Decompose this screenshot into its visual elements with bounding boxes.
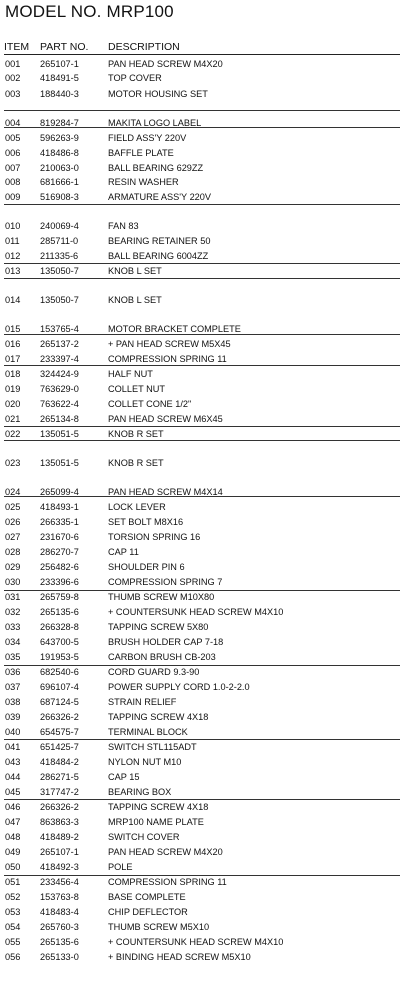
part-description: SWITCH COVER bbox=[108, 832, 180, 842]
table-row bbox=[0, 219, 400, 233]
item-number: 038 bbox=[5, 697, 21, 707]
part-number: 265133-0 bbox=[40, 952, 79, 962]
item-number: 041 bbox=[5, 742, 21, 752]
part-description: SWITCH STL115ADT bbox=[108, 742, 197, 752]
table-row bbox=[0, 57, 400, 71]
part-description: POLE bbox=[108, 862, 133, 872]
table-row bbox=[0, 875, 400, 889]
item-number: 031 bbox=[5, 592, 21, 602]
part-description: KNOB L SET bbox=[108, 295, 162, 305]
item-number: 006 bbox=[5, 148, 21, 158]
table-row bbox=[0, 146, 400, 160]
part-number: 231670-6 bbox=[40, 532, 79, 542]
part-description: TORSION SPRING 16 bbox=[108, 532, 201, 542]
table-row bbox=[0, 131, 400, 145]
item-number: 025 bbox=[5, 502, 21, 512]
part-description: FIELD ASS'Y 220V bbox=[108, 133, 187, 143]
table-row bbox=[0, 515, 400, 529]
table-row bbox=[0, 234, 400, 248]
table-row bbox=[0, 920, 400, 934]
table-row bbox=[0, 890, 400, 904]
part-description: TAPPING SCREW 4X18 bbox=[108, 802, 209, 812]
part-number: 266326-2 bbox=[40, 712, 79, 722]
item-number: 045 bbox=[5, 787, 21, 797]
part-number: 265135-6 bbox=[40, 937, 79, 947]
part-number: 265760-3 bbox=[40, 922, 79, 932]
part-number: 418493-1 bbox=[40, 502, 79, 512]
group-divider bbox=[4, 426, 400, 427]
part-number: 285711-0 bbox=[40, 236, 79, 246]
item-number: 051 bbox=[5, 877, 21, 887]
part-number: 135050-7 bbox=[40, 266, 79, 276]
item-number: 036 bbox=[5, 667, 21, 677]
table-row bbox=[0, 650, 400, 664]
part-description: THUMB SCREW M10X80 bbox=[108, 592, 215, 602]
item-number: 015 bbox=[5, 324, 21, 334]
part-number: 265134-8 bbox=[40, 414, 79, 424]
item-number: 040 bbox=[5, 727, 21, 737]
table-row bbox=[0, 367, 400, 381]
table-row bbox=[0, 249, 400, 263]
item-number: 055 bbox=[5, 937, 21, 947]
item-number: 047 bbox=[5, 817, 21, 827]
group-divider bbox=[4, 127, 400, 128]
part-description: KNOB L SET bbox=[108, 266, 162, 276]
item-number: 050 bbox=[5, 862, 21, 872]
table-row bbox=[0, 695, 400, 709]
model-title: MODEL NO. MRP100 bbox=[5, 2, 174, 21]
table-row bbox=[0, 605, 400, 619]
table-row bbox=[0, 530, 400, 544]
table-row bbox=[0, 830, 400, 844]
part-number: 418483-4 bbox=[40, 907, 79, 917]
table-row bbox=[0, 175, 400, 189]
table-row bbox=[0, 680, 400, 694]
item-number: 014 bbox=[5, 295, 21, 305]
item-number: 054 bbox=[5, 922, 21, 932]
part-description: MOTOR BRACKET COMPLETE bbox=[108, 324, 241, 334]
part-number: 233456-4 bbox=[40, 877, 79, 887]
part-number: 651425-7 bbox=[40, 742, 79, 752]
item-number: 044 bbox=[5, 772, 21, 782]
item-number: 030 bbox=[5, 577, 21, 587]
group-divider bbox=[4, 204, 400, 205]
table-row bbox=[0, 770, 400, 784]
part-description: PAN HEAD SCREW M6X45 bbox=[108, 414, 223, 424]
item-number: 007 bbox=[5, 163, 21, 173]
item-number: 017 bbox=[5, 354, 21, 364]
item-number: 019 bbox=[5, 384, 21, 394]
group-divider bbox=[4, 365, 400, 366]
part-number: 240069-4 bbox=[40, 221, 79, 231]
part-number: 819284-7 bbox=[40, 118, 79, 128]
item-number: 029 bbox=[5, 562, 21, 572]
table-row bbox=[0, 87, 400, 101]
item-number: 037 bbox=[5, 682, 21, 692]
item-number: 008 bbox=[5, 177, 21, 187]
part-description: CAP 15 bbox=[108, 772, 140, 782]
group-divider bbox=[4, 665, 400, 666]
table-row bbox=[0, 190, 400, 204]
part-description: CARBON BRUSH CB-203 bbox=[108, 652, 216, 662]
group-divider bbox=[4, 799, 400, 800]
item-number: 009 bbox=[5, 192, 21, 202]
part-number: 265759-8 bbox=[40, 592, 79, 602]
part-description: PAN HEAD SCREW M4X20 bbox=[108, 847, 223, 857]
part-description: BAFFLE PLATE bbox=[108, 148, 174, 158]
part-number: 265107-1 bbox=[40, 59, 79, 69]
item-number: 012 bbox=[5, 251, 21, 261]
part-number: 233397-4 bbox=[40, 354, 79, 364]
table-row bbox=[0, 620, 400, 634]
item-number: 048 bbox=[5, 832, 21, 842]
part-number: 654575-7 bbox=[40, 727, 79, 737]
part-description: KNOB R SET bbox=[108, 429, 164, 439]
part-number: 286271-5 bbox=[40, 772, 79, 782]
item-number: 039 bbox=[5, 712, 21, 722]
part-number: 418484-2 bbox=[40, 757, 79, 767]
item-number: 018 bbox=[5, 369, 21, 379]
table-row bbox=[0, 815, 400, 829]
part-number: 682540-6 bbox=[40, 667, 79, 677]
item-number: 002 bbox=[5, 73, 21, 83]
item-number: 026 bbox=[5, 517, 21, 527]
part-description: HALF NUT bbox=[108, 369, 153, 379]
table-row bbox=[0, 560, 400, 574]
part-description: CAP 11 bbox=[108, 547, 139, 557]
item-number: 001 bbox=[5, 59, 21, 69]
part-description: STRAIN RELIEF bbox=[108, 697, 177, 707]
part-number: 763629-0 bbox=[40, 384, 79, 394]
item-number: 052 bbox=[5, 892, 21, 902]
item-number: 003 bbox=[5, 89, 21, 99]
part-number: 135051-5 bbox=[40, 458, 79, 468]
group-divider bbox=[4, 496, 400, 497]
part-description: BALL BEARING 6004ZZ bbox=[108, 251, 209, 261]
table-row bbox=[0, 725, 400, 739]
item-number: 033 bbox=[5, 622, 21, 632]
part-number: 418489-2 bbox=[40, 832, 79, 842]
table-row bbox=[0, 412, 400, 426]
item-number: 023 bbox=[5, 458, 21, 468]
table-row bbox=[0, 590, 400, 604]
table-row bbox=[0, 456, 400, 470]
part-description: + COUNTERSUNK HEAD SCREW M4X10 bbox=[108, 607, 284, 617]
part-description: FAN 83 bbox=[108, 221, 139, 231]
part-number: 266335-1 bbox=[40, 517, 79, 527]
item-number: 004 bbox=[5, 118, 21, 128]
part-description: CORD GUARD 9.3-90 bbox=[108, 667, 200, 677]
part-description: + BINDING HEAD SCREW M5X10 bbox=[108, 952, 251, 962]
table-row bbox=[0, 665, 400, 679]
item-number: 027 bbox=[5, 532, 21, 542]
part-description: THUMB SCREW M5X10 bbox=[108, 922, 210, 932]
part-description: TAPPING SCREW 4X18 bbox=[108, 712, 209, 722]
table-row bbox=[0, 427, 400, 441]
part-description: BEARING RETAINER 50 bbox=[108, 236, 211, 246]
table-row bbox=[0, 755, 400, 769]
table-row bbox=[0, 382, 400, 396]
part-number: 265099-4 bbox=[40, 487, 79, 497]
part-number: 596263-9 bbox=[40, 133, 79, 143]
part-number: 188440-3 bbox=[40, 89, 79, 99]
table-row bbox=[0, 785, 400, 799]
part-number: 763622-4 bbox=[40, 399, 79, 409]
table-row bbox=[0, 635, 400, 649]
item-number: 032 bbox=[5, 607, 21, 617]
group-divider bbox=[4, 110, 400, 111]
part-number: 211335-6 bbox=[40, 251, 79, 261]
group-divider bbox=[4, 278, 400, 279]
part-description: RESIN WASHER bbox=[108, 177, 179, 187]
part-number: 696107-4 bbox=[40, 682, 79, 692]
item-number: 046 bbox=[5, 802, 21, 812]
item-number: 034 bbox=[5, 637, 21, 647]
item-number: 011 bbox=[5, 236, 20, 246]
group-divider bbox=[4, 875, 400, 876]
part-description: MRP100 NAME PLATE bbox=[108, 817, 204, 827]
part-description: PAN HEAD SCREW M4X20 bbox=[108, 59, 223, 69]
part-description: SET BOLT M8X16 bbox=[108, 517, 184, 527]
part-number: 324424-9 bbox=[40, 369, 79, 379]
header-description: DESCRIPTION bbox=[108, 41, 180, 53]
item-number: 016 bbox=[5, 339, 21, 349]
group-divider bbox=[4, 739, 400, 740]
part-number: 418492-3 bbox=[40, 862, 79, 872]
part-description: COLLET CONE 1/2" bbox=[108, 399, 192, 409]
part-number: 256482-6 bbox=[40, 562, 79, 572]
group-divider bbox=[4, 590, 400, 591]
part-number: 418486-8 bbox=[40, 148, 79, 158]
item-number: 022 bbox=[5, 429, 21, 439]
part-number: 210063-0 bbox=[40, 163, 79, 173]
part-description: POWER SUPPLY CORD 1.0-2-2.0 bbox=[108, 682, 250, 692]
part-description: CHIP DEFLECTOR bbox=[108, 907, 188, 917]
table-row bbox=[0, 860, 400, 874]
group-divider bbox=[4, 440, 400, 441]
table-row bbox=[0, 800, 400, 814]
part-number: 681666-1 bbox=[40, 177, 79, 187]
part-number: 863863-3 bbox=[40, 817, 79, 827]
part-description: COLLET NUT bbox=[108, 384, 166, 394]
part-description: NYLON NUT M10 bbox=[108, 757, 182, 767]
part-description: + COUNTERSUNK HEAD SCREW M4X10 bbox=[108, 937, 284, 947]
item-number: 049 bbox=[5, 847, 21, 857]
table-row bbox=[0, 935, 400, 949]
part-description: LOCK LEVER bbox=[108, 502, 166, 512]
part-number: 153763-8 bbox=[40, 892, 79, 902]
item-number: 043 bbox=[5, 757, 21, 767]
part-number: 135050-7 bbox=[40, 295, 79, 305]
part-description: TERMINAL BLOCK bbox=[108, 727, 188, 737]
item-number: 010 bbox=[5, 221, 21, 231]
part-number: 643700-5 bbox=[40, 637, 79, 647]
item-number: 020 bbox=[5, 399, 21, 409]
part-description: COMPRESSION SPRING 7 bbox=[108, 577, 223, 587]
part-description: KNOB R SET bbox=[108, 458, 164, 468]
part-number: 266326-2 bbox=[40, 802, 79, 812]
item-number: 056 bbox=[5, 952, 21, 962]
header-divider bbox=[4, 54, 400, 55]
part-description: TAPPING SCREW 5X80 bbox=[108, 622, 209, 632]
table-row bbox=[0, 293, 400, 307]
part-number: 233396-6 bbox=[40, 577, 79, 587]
part-description: MOTOR HOUSING SET bbox=[108, 89, 208, 99]
group-divider bbox=[4, 263, 400, 264]
part-number: 317747-2 bbox=[40, 787, 79, 797]
table-row bbox=[0, 545, 400, 559]
item-number: 021 bbox=[5, 414, 21, 424]
part-number: 265137-2 bbox=[40, 339, 79, 349]
part-number: 418491-5 bbox=[40, 73, 79, 83]
part-number: 516908-3 bbox=[40, 192, 79, 202]
part-description: PAN HEAD SCREW M4X14 bbox=[108, 487, 223, 497]
part-description: BEARING BOX bbox=[108, 787, 172, 797]
part-number: 265135-6 bbox=[40, 607, 79, 617]
part-description: COMPRESSION SPRING 11 bbox=[108, 877, 227, 887]
part-description: SHOULDER PIN 6 bbox=[108, 562, 185, 572]
part-number: 687124-5 bbox=[40, 697, 79, 707]
item-number: 024 bbox=[5, 487, 21, 497]
part-description: TOP COVER bbox=[108, 73, 162, 83]
table-row bbox=[0, 950, 400, 964]
part-description: ARMATURE ASS'Y 220V bbox=[108, 192, 212, 202]
table-row bbox=[0, 71, 400, 85]
table-row bbox=[0, 905, 400, 919]
part-description: COMPRESSION SPRING 11 bbox=[108, 354, 227, 364]
table-row bbox=[0, 161, 400, 175]
part-number: 265107-1 bbox=[40, 847, 79, 857]
item-number: 035 bbox=[5, 652, 21, 662]
part-number: 286270-7 bbox=[40, 547, 79, 557]
table-row bbox=[0, 264, 400, 278]
item-number: 053 bbox=[5, 907, 21, 917]
table-row bbox=[0, 710, 400, 724]
group-divider bbox=[4, 334, 400, 335]
part-description: BASE COMPLETE bbox=[108, 892, 186, 902]
part-description: BRUSH HOLDER CAP 7-18 bbox=[108, 637, 224, 647]
part-description: MAKITA LOGO LABEL bbox=[108, 118, 202, 128]
table-row bbox=[0, 352, 400, 366]
table-row bbox=[0, 500, 400, 514]
header-part-no: PART NO. bbox=[40, 41, 89, 53]
part-description: BALL BEARING 629ZZ bbox=[108, 163, 204, 173]
header-item: ITEM bbox=[4, 41, 30, 53]
part-number: 153765-4 bbox=[40, 324, 79, 334]
part-description: + PAN HEAD SCREW M5X45 bbox=[108, 339, 231, 349]
table-row bbox=[0, 740, 400, 754]
table-row bbox=[0, 575, 400, 589]
part-number: 191953-5 bbox=[40, 652, 79, 662]
table-row bbox=[0, 337, 400, 351]
table-row bbox=[0, 845, 400, 859]
part-number: 135051-5 bbox=[40, 429, 79, 439]
item-number: 005 bbox=[5, 133, 21, 143]
item-number: 028 bbox=[5, 547, 21, 557]
table-row bbox=[0, 397, 400, 411]
item-number: 013 bbox=[5, 266, 21, 276]
part-number: 266328-8 bbox=[40, 622, 79, 632]
